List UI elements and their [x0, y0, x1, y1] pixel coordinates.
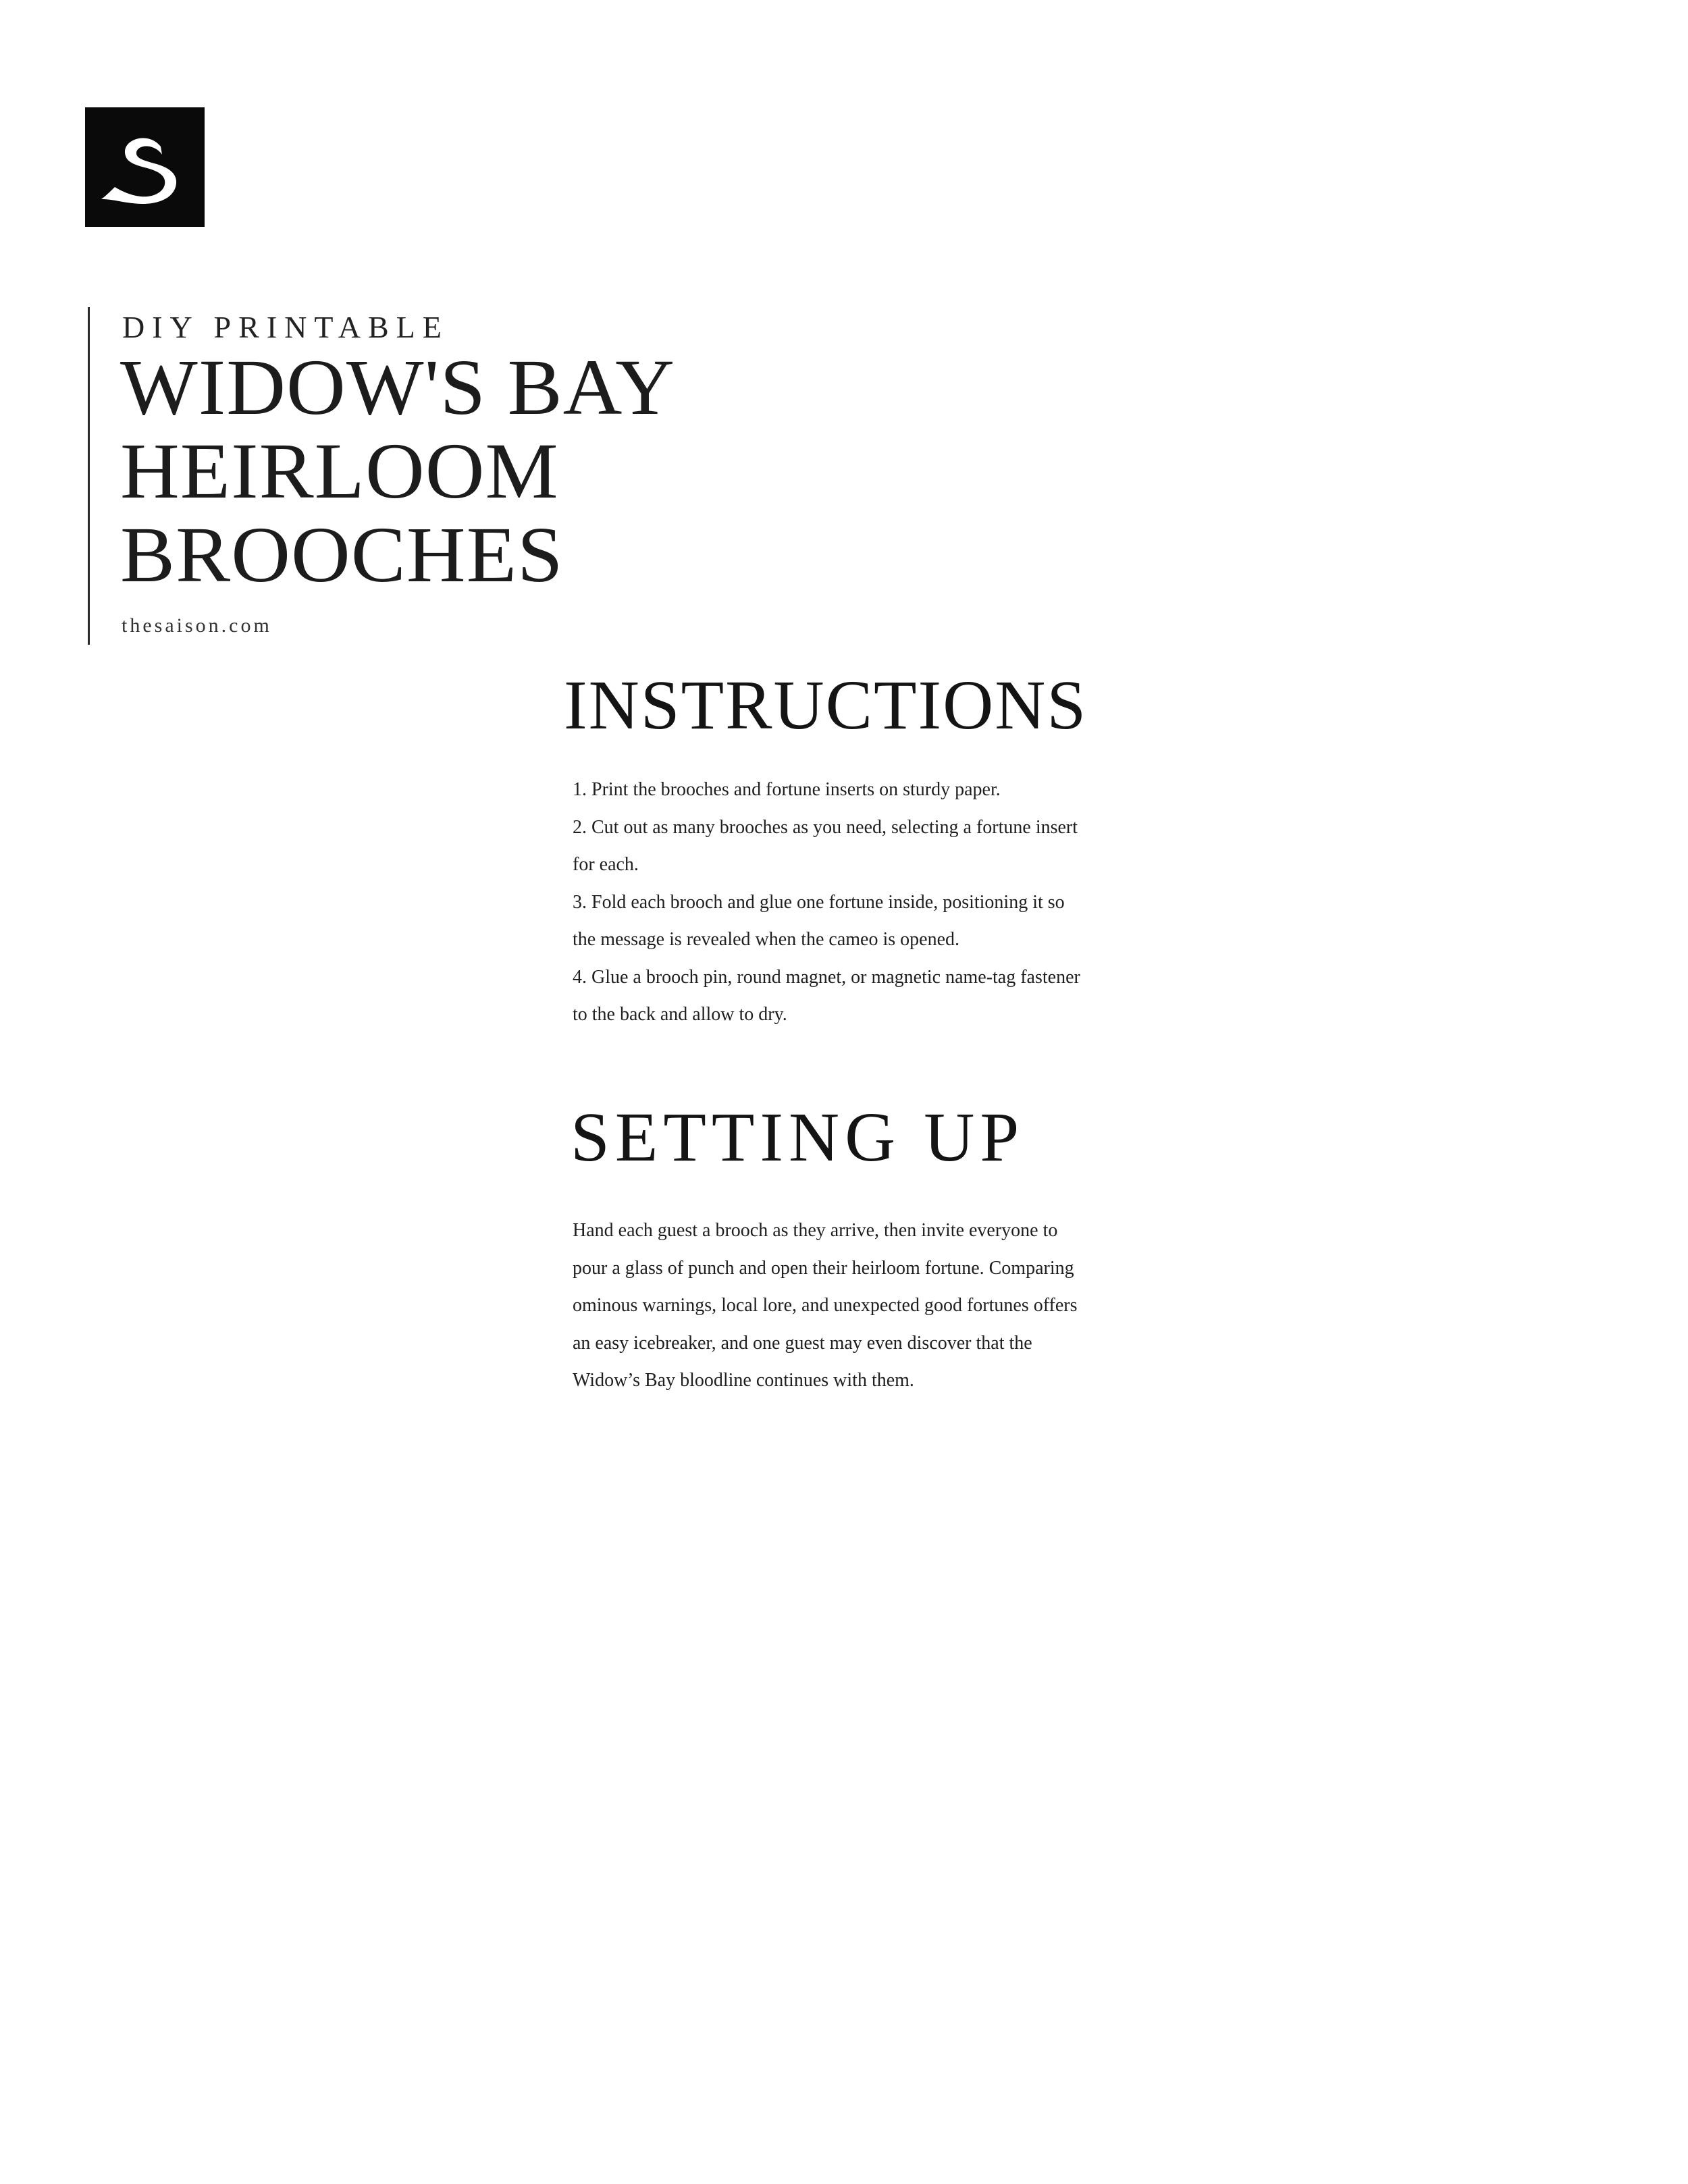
title-line: BROOCHES — [120, 510, 564, 599]
instructions-heading: INSTRUCTIONS — [564, 666, 1088, 744]
setting-up-heading: SETTING UP — [571, 1098, 1025, 1176]
title-line: WIDOW'S BAY — [120, 343, 676, 431]
title-vertical-rule — [88, 307, 90, 645]
instruction-step: 3. Fold each brooch and glue one fortune inside, positioning it so the message is revealed when the cameo is opened. — [573, 891, 1065, 950]
instruction-step: 1. Print the brooches and fortune inserts on sturdy paper. — [573, 779, 1001, 800]
instruction-step: 4. Glue a brooch pin, round magnet, or magnetic name-tag fastener to the back and allow to dry. — [573, 966, 1080, 1025]
setting-up-paragraph: Hand each guest a brooch as they arrive, then invite everyone to pour a glass of punch and open their heirloom fortune. Comparing ominous warnings, local lore, and unexpected good fortunes offers an easy icebreaker, and one guest may even discover that the Widow’s Bay bloodline continues with them. — [573, 1220, 1078, 1391]
title-line: HEIRLOOM — [120, 427, 559, 515]
instruction-step: 2. Cut out as many brooches as you need, selecting a fortune insert for each. — [573, 816, 1078, 875]
instructions-list — [573, 771, 1086, 1034]
website-link[interactable]: thesaison.com — [122, 614, 272, 637]
eyebrow-label: DIY PRINTABLE — [122, 310, 449, 344]
brand-s-monogram-icon — [85, 107, 205, 227]
brand-logo — [85, 107, 205, 227]
page-title — [120, 343, 676, 599]
